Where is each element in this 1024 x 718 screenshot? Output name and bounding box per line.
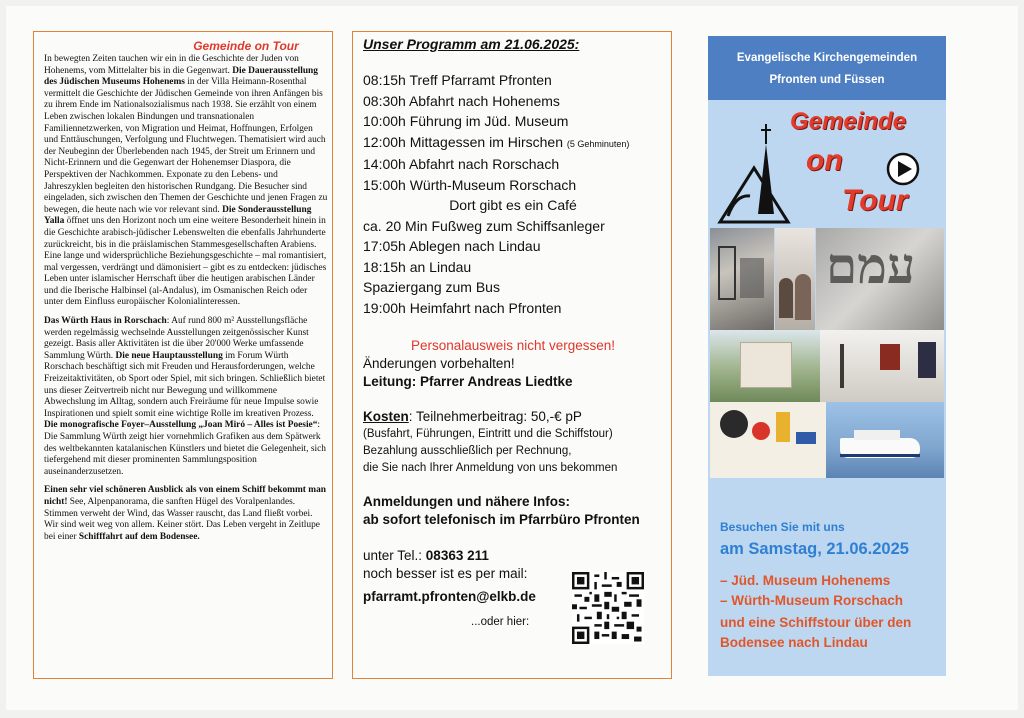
or-here-note: ...oder hier: (471, 616, 530, 628)
left-column (44, 40, 328, 550)
museum-interior-photo (710, 228, 774, 330)
intro-text: In bewegten Zeiten tauchen wir ein in die Geschichte der Juden von Hohenems, vom Mittelalter bis in die Gegenwart. (44, 54, 299, 76)
leader: Leitung: Pfarrer Andreas Liedtke (363, 374, 573, 389)
ship-heading: Einen sehr viel schöneren Ausblick als von einem Schiff bekommt man nicht! (44, 485, 326, 507)
costs (363, 408, 663, 426)
middle-column (363, 36, 663, 631)
hebrew-sculpture-photo (816, 228, 944, 330)
main-exhibition-text: im Forum Würth Rorschach beschäftigt sich mit Freuden und Herausforderungen, welche Freizeitaktivitäten, ob Sport oder Spiel, mit sich bringen. Schließlich bietet uns dieser Zeitvertreib nicht nur Bewegung und willkommene Abwechslung im Alltag, sondern auch Freiräume für neue Impulse sowie Inspirationen und spielt somit eine wichtige Rolle im kreativen Prozess. (44, 350, 326, 419)
ship-photo (826, 402, 944, 478)
ship-text: See, Alpenpanorama, die sanften Hügel des Voralpenlandes. Stimmen verweht der Wind, das Wasser rauscht, das Land fließt vorbei. Wir sind weit weg von allem. Keiner stört. Das Leben vergeht in Zeitlupe bei einer (44, 496, 320, 542)
program-item: 10:00h Führung im Jüd. Museum (363, 113, 569, 129)
right-item: – Würth-Museum Rorschach (720, 593, 904, 608)
program-item-text: 12:00h Mittagessen im Hirschen (363, 133, 563, 150)
gallery-photo (820, 330, 944, 402)
yalla-text: öffnet uns den Horizont noch um eine weitere Besonderheit hinein in die Geschichte arabisch-jüdischer Lebenswelten die ebenfalls Jahrhunderte zurückreicht, bis in die präislamischen Stammesgesellschaften Arabiens. Eine lange und widersprüchliche Beziehungsgeschichte – mal romantisiert, mal vergessen, verdrängt und dämonisiert – gibt es zu entdecken: jüdisches Leben unter islamischer Herrschaft über die heutigen arabischen Länder und die Iberische Halbinsel (al-Andalus), im Osmanischen Reich oder unter dem Einfluss europäischer Kolonialinteressen. (44, 216, 327, 308)
program-item (363, 132, 663, 155)
program-item: 14:00h Abfahrt nach Rorschach (363, 156, 560, 172)
miro-heading: Die monografische Foyer–Ausstellung „Joan Miró – Alles ist Poesie“ (44, 420, 318, 431)
right-item: – Jüd. Museum Hohenems (720, 573, 891, 588)
miro-text: : Die Sammlung Würth zeigt hier vornehmlich Grafiken aus dem Spätwerk des weltbekannten katalanischen Künstlers und bietet die Gelegenheit, sich tiefergehend mit dieser prominenten Sammlungsposition auseinanderzusetzen. (44, 420, 326, 477)
museum-text: in der Villa Heimann-Rosenthal vermittelt die Geschichte der Jüdischen Gemeinde von ihren Anfängen bis zu ihrem Ende im Nationalsozialismus nach 1938. Sie erzählt von einem Leben zwischen lokalen Bindungen und transnationalen Familiennetzwerken, von Migration und Heimat, Hoffnungen, Erfolgen und Enttäuschungen, Verfolgung und Fluchtwegen. Thematisiert wird auch der Neubeginn der Überlebenden nach 1945, der Streit um Erinnern und Nicht-Erinnern und die Gegenwart der Hohenemser Diaspora, die Perspektiven der Nachkommen. Exponate zu den Lebens- und Jahreszyklen begleiten den historischen Rundgang. Die Besucher sind eingeladen, sich zwischen den Themen der Geschichte und jenen Fragen zu bewegen, die heute nach wie vor relevant sind. (44, 77, 328, 215)
registration-title: Anmeldungen und nähere Infos: (363, 494, 571, 509)
walk-note: (5 Gehminuten) (566, 138, 630, 149)
program-item: ca. 20 Min Fußweg zum Schiffsanleger (363, 217, 605, 234)
visitors-photo (775, 228, 815, 330)
left-heading: Gemeinde on Tour (193, 39, 299, 53)
program-item: 08:15h Treff Pfarramt Pfronten (363, 72, 552, 88)
phone-line (363, 547, 663, 565)
program-title: Unser Programm am 21.06.2025: (363, 36, 580, 52)
wuerth-heading: Das Würth Haus in Rorschach (44, 316, 167, 327)
right-item: und eine Schiffstour über den (720, 615, 912, 630)
museum-heading: Die Dauerausstellung des Jüdischen Museums Hohenems (44, 65, 318, 88)
miro-artwork-photo (710, 402, 826, 478)
costs-label: Kosten (363, 409, 409, 424)
qr-code[interactable] (572, 572, 644, 644)
program-item: 08:30h Abfahrt nach Hohenems (363, 92, 560, 109)
right-header (708, 36, 946, 100)
program-item: 18:15h an Lindau (363, 258, 472, 275)
program-item: Dort gibt es ein Café (449, 197, 577, 213)
visit-line: Besuchen Sie mit uns (720, 520, 845, 534)
ship-closing: Schifffahrt auf dem Bodensee. (78, 531, 200, 542)
villa-photo (710, 330, 820, 402)
program-list (363, 70, 663, 318)
id-reminder: Personalausweis nicht vergessen! (410, 338, 616, 353)
play-arrow-icon (886, 152, 920, 186)
program-item: 19:00h Heimfahrt nach Pfronten (363, 299, 562, 316)
payment-line-2: die Sie nach Ihrer Anmeldung von uns bekommen (363, 462, 618, 474)
hebrew-letters: עמם (826, 236, 916, 295)
program-item: 15:00h Würth-Museum Rorschach (363, 176, 577, 193)
left-paragraph-ship (44, 485, 328, 543)
wuerth-text: : Auf rund 800 m² Ausstellungsfläche werden regelmässig wechselnde Ausstellungen zeitgenössischer Kunst gezeigt. Basis aller Aktivitäten ist die über 20'000 Werke umfassende Sammlung Würth. (44, 316, 309, 361)
date-line: am Samstag, 21.06.2025 (720, 540, 909, 558)
main-exhibition-heading: Die neue Hauptausstellung (115, 350, 223, 361)
church-name-line-1: Evangelische Kirchengemeinden (736, 52, 918, 64)
church-name-line-2: Pfronten und Füssen (769, 74, 885, 86)
mail-intro: noch besser ist es per mail: (363, 566, 528, 581)
church-logo-icon (714, 118, 798, 230)
left-paragraph-wuerth (44, 316, 328, 478)
yalla-heading: Die Sonderausstellung Yalla (44, 204, 312, 227)
program-item: 17:05h Ablegen nach Lindau (363, 238, 541, 254)
program-item: Spaziergang zum Bus (363, 279, 500, 295)
costs-detail: (Busfahrt, Führungen, Eintritt und die Schiffstour) (363, 428, 613, 440)
registration-text: ab sofort telefonisch im Pfarrbüro Pfronten (363, 512, 640, 527)
payment-line-1: Bezahlung ausschließlich per Rechnung, (363, 445, 572, 457)
left-paragraph-museum (44, 54, 328, 309)
tour-title: Tour (842, 184, 908, 217)
phone-number[interactable]: 08363 211 (425, 548, 489, 563)
right-item: Bodensee nach Lindau (720, 635, 868, 650)
on-title: on (806, 144, 843, 177)
costs-value: : Teilnehmerbeitrag: 50,-€ pP (408, 409, 582, 424)
changes-note: Änderungen vorbehalten! (363, 356, 515, 371)
phone-label: unter Tel.: (363, 548, 426, 563)
gemeinde-title: Gemeinde (790, 108, 907, 135)
email-link[interactable]: pfarramt.pfronten@elkb.de (363, 589, 536, 604)
